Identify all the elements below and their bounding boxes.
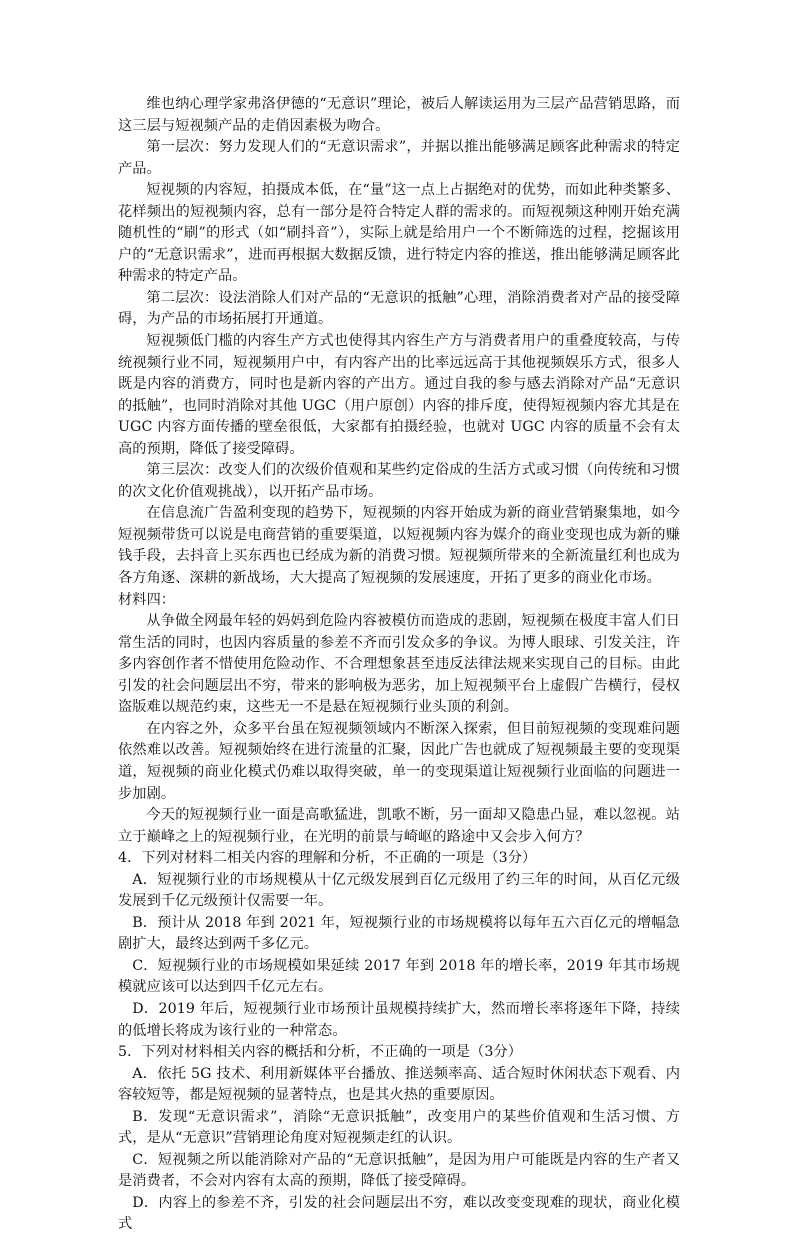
section-heading: 材料四： <box>118 591 176 608</box>
paragraph: 在信息流广告盈利变现的趋势下，短视频的内容开始成为新的商业营销聚集地，如今短视频带货可以说是电商营销的重要渠道，以短视频内容为媒介的商业变现也成为新的赚钱手段，去抖音上买东西也已经成为新的消费习惯。短视频所带来的全新流量红利也成为各方角逐、深耕的新战场，大大提高了短视频的发展速度，开拓了更多的商业化市场。 <box>118 505 680 587</box>
paragraph: 维也纳心理学家弗洛伊德的“无意识”理论，被后人解读运用为三层产品营销思路，而这三层与短视频产品的走俏因素极为吻合。 <box>118 96 680 134</box>
paragraph: 第二层次：设法消除人们对产品的“无意识的抵触”心理，消除消费者对产品的接受障碍，为产品的市场拓展打开通道。 <box>118 289 680 328</box>
paragraph: 短视频的内容短，拍摄成本低，在“量”这一点上占据绝对的优势，而如此种类繁多、花样频出的短视频内容，总有一部分是符合特定人群的需求的。而短视频这种刚开始充满随机性的“刷”的形式（如“刷抖音”），实际上就是给用户一个不断筛选的过程，挖掘该用户的“无意识需求”，进而再根据大数据反馈，进行特定内容的推送，推出能够满足顾客此种需求的特定产品。 <box>118 182 680 285</box>
question-option: B．预计从 2018 年到 2021 年，短视频行业的市场规模将以每年五六百亿元的增幅急剧扩大，最终达到两千多亿元。 <box>118 914 680 953</box>
paragraph: 从争做全网最年轻的妈妈到危险内容被模仿而造成的悲剧，短视频在极度丰富人们日常生活的同时，也因内容质量的参差不齐而引发众多的争议。为博人眼球、引发关注，许多内容创作者不惜使用危险动作、不合理想象甚至违反法律法规来实现自己的目标。由此引发的社会问题层出不穷，带来的影响极为恶劣，加上短视频平台上虚假广告横行，侵权盗版难以规范约束，这些无一不是悬在短视频行业头顶的利剑。 <box>118 613 680 716</box>
question-option: A．依托 5G 技术、利用新媒体平台播放、推送频率高、适合短时休闲状态下观看、内容较短等，都是短视频的显著特点，也是其火热的重要原因。 <box>118 1065 680 1104</box>
paragraph: 今天的短视频行业一面是高歌猛进，凯歌不断，另一面却又隐患凸显，难以忽视。站立于巅峰之上的短视频行业，在光明的前景与崎岖的路途中又会步入何方？ <box>118 807 680 845</box>
paragraph: 第三层次：改变人们的次级价值观和某些约定俗成的生活方式或习惯（向传统和习惯的次文化价值观挑战），以开拓产品市场。 <box>118 462 680 500</box>
question-stem: 4．下列对材料二相关内容的理解和分析，不正确的一项是（3分） <box>118 850 537 867</box>
question-option: D．内容上的参差不齐，引发的社会问题层出不穷，难以改变变现难的现状，商业化模式 <box>118 1194 680 1233</box>
question-option: C．短视频之所以能消除对产品的“无意识抵触”，是因为用户可能既是内容的生产者又是消费者，不会对内容有太高的预期，降低了接受障碍。 <box>118 1151 680 1190</box>
question-stem: 5．下列对材料相关内容的概括和分析，不正确的一项是（3分） <box>118 1044 523 1061</box>
question-option: D．2019 年后，短视频行业市场预计虽规模持续扩大，然而增长率将逐年下降，持续的低增长将成为该行业的一种常态。 <box>118 1000 680 1039</box>
exam-page <box>118 94 680 1236</box>
question-option: A．短视频行业的市场规模从十亿元级发展到百亿元级用了约三年的时间，从百亿元级发展到千亿元级预计仅需要一年。 <box>118 871 680 910</box>
paragraph: 短视频低门槛的内容生产方式也使得其内容生产方与消费者用户的重叠度较高，与传统视频行业不同，短视频用户中，有内容产出的比率远远高于其他视频娱乐方式，很多人既是内容的消费方，同时也是新内容的产出方。通过自我的参与感去消除对产品“无意识的抵触”，也同时消除对其他 UGC（用户原创）内容的排斥度，使得短视频内容尤其是在 UGC 内容方面传播的壁垒很低，大家都有拍摄经验，也就对 UGC 内容的质量不会有太高的预期，降低了接受障碍。 <box>118 333 680 457</box>
question-option: C．短视频行业的市场规模如果延续 2017 年到 2018 年的增长率，2019 年其市场规模就应该可以达到四千亿元左右。 <box>118 957 680 996</box>
question-option: B．发现“无意识需求”，消除“无意识抵触”，改变用户的某些价值观和生活习惯、方式，是从“无意识”营销理论角度对短视频走红的认识。 <box>118 1108 680 1147</box>
paragraph: 在内容之外，众多平台虽在短视频领域内不断深入探索，但目前短视频的变现难问题依然难以改善。短视频始终在进行流量的汇聚，因此广告也就成了短视频最主要的变现渠道，短视频的商业化模式仍难以取得突破，单一的变现渠道让短视频行业面临的问题进一步加剧。 <box>118 720 680 802</box>
paragraph: 第一层次：努力发现人们的“无意识需求”，并据以推出能够满足顾客此种需求的特定产品。 <box>118 139 680 177</box>
